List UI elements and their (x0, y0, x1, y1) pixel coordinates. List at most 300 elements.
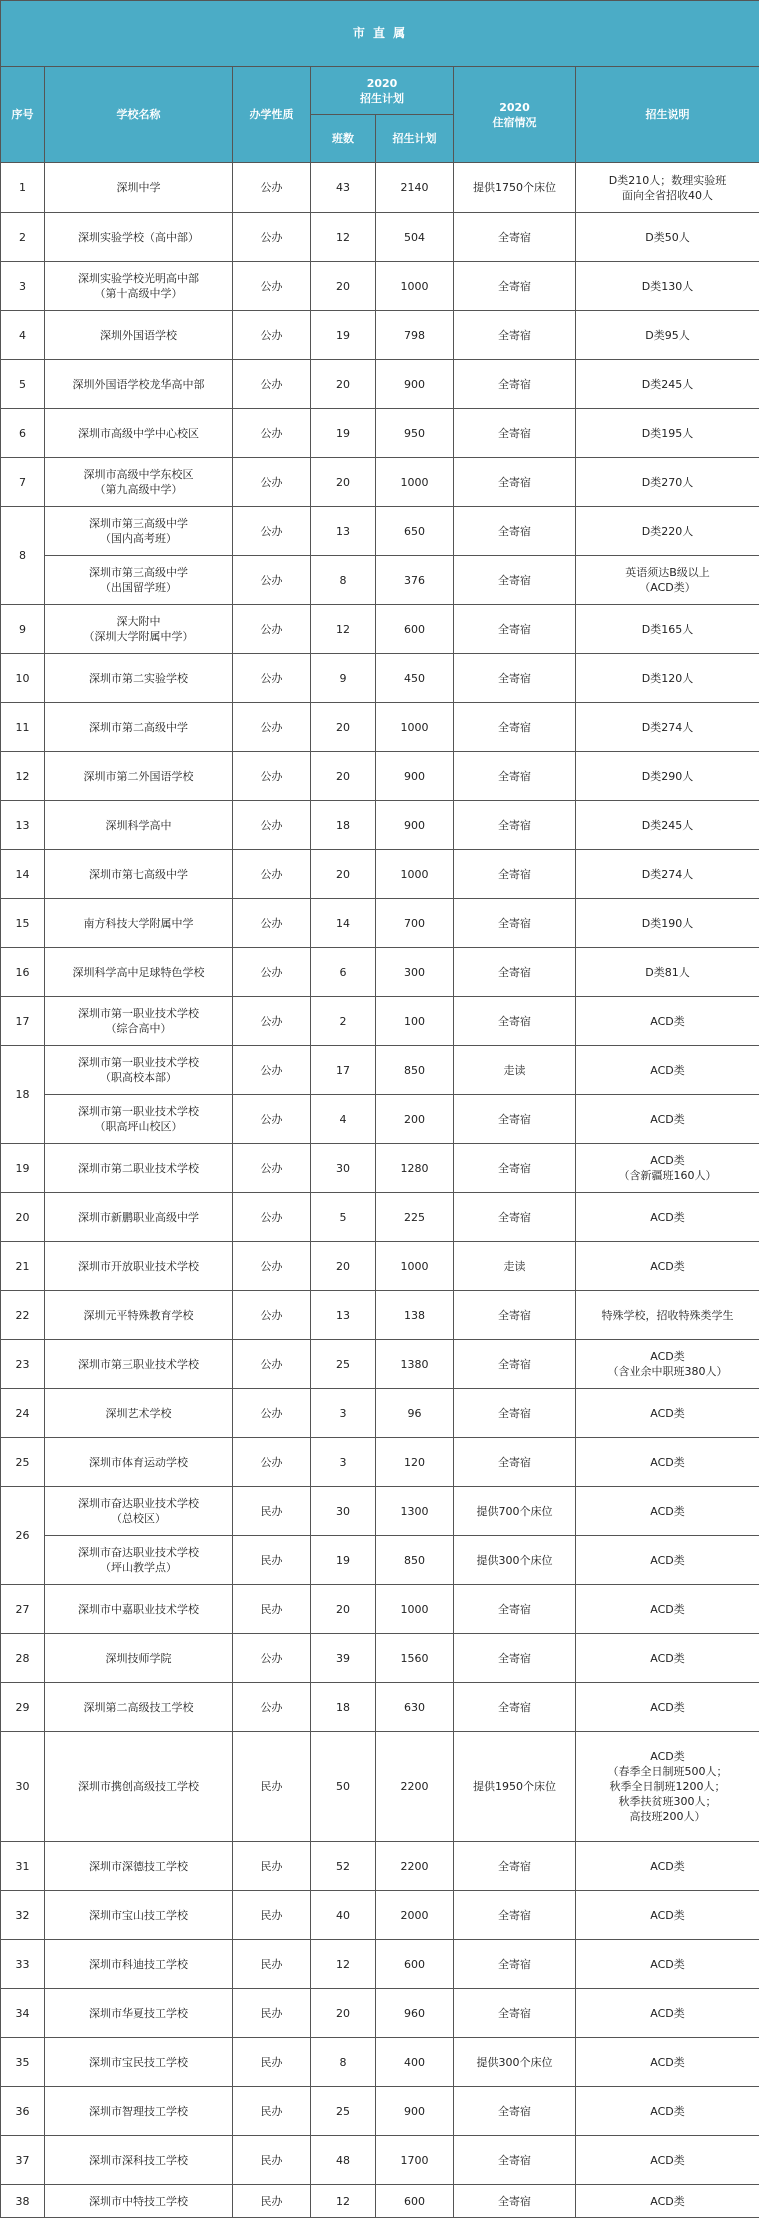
plan-cell: 225 (376, 1193, 454, 1242)
nature-cell: 民办 (233, 1842, 311, 1891)
seq-cell: 22 (1, 1291, 45, 1340)
table-row (1, 213, 759, 262)
classes-cell: 52 (311, 1842, 376, 1891)
nature-cell: 民办 (233, 1585, 311, 1634)
seq-cell: 18 (1, 1046, 45, 1144)
school-name-cell: 深圳市深科技工学校 (45, 2136, 233, 2185)
nature-cell: 公办 (233, 311, 311, 360)
table-row (1, 1842, 759, 1891)
seq-cell: 36 (1, 2087, 45, 2136)
dorm-cell: 走读 (454, 1046, 576, 1095)
classes-cell: 4 (311, 1095, 376, 1144)
plan-cell: 900 (376, 752, 454, 801)
nature-cell: 民办 (233, 1940, 311, 1989)
dorm-cell: 全寄宿 (454, 1891, 576, 1940)
table-row (1, 1487, 759, 1536)
dorm-cell: 全寄宿 (454, 997, 576, 1046)
seq-cell: 25 (1, 1438, 45, 1487)
table-body (1, 163, 759, 2218)
header-plan-group: 2020 招生计划 (311, 67, 454, 115)
classes-cell: 20 (311, 1242, 376, 1291)
school-name-cell: 深圳市体育运动学校 (45, 1438, 233, 1487)
seq-cell: 12 (1, 752, 45, 801)
school-name-cell: 深圳第二高级技工学校 (45, 1683, 233, 1732)
classes-cell: 3 (311, 1438, 376, 1487)
school-name-cell: 深圳艺术学校 (45, 1389, 233, 1438)
table-row (1, 1536, 759, 1585)
table-row (1, 1438, 759, 1487)
plan-cell: 200 (376, 1095, 454, 1144)
table-row (1, 1989, 759, 2038)
table-row (1, 948, 759, 997)
dorm-cell: 全寄宿 (454, 311, 576, 360)
nature-cell: 民办 (233, 1732, 311, 1842)
nature-cell: 公办 (233, 654, 311, 703)
school-name-cell: 深圳市中嘉职业技术学校 (45, 1585, 233, 1634)
note-cell: ACD类 (576, 2038, 759, 2087)
note-cell: ACD类 (576, 1095, 759, 1144)
classes-cell: 17 (311, 1046, 376, 1095)
note-cell: ACD类 (576, 1046, 759, 1095)
header-note: 招生说明 (576, 67, 759, 163)
dorm-cell: 全寄宿 (454, 458, 576, 507)
dorm-cell: 全寄宿 (454, 409, 576, 458)
table-row (1, 262, 759, 311)
note-cell: ACD类 (576, 2136, 759, 2185)
school-name-cell: 深圳实验学校（高中部） (45, 213, 233, 262)
nature-cell: 公办 (233, 1438, 311, 1487)
seq-cell: 34 (1, 1989, 45, 2038)
school-name-cell: 深圳市宝山技工学校 (45, 1891, 233, 1940)
nature-cell: 公办 (233, 556, 311, 605)
classes-cell: 20 (311, 262, 376, 311)
plan-cell: 1300 (376, 1487, 454, 1536)
table-row (1, 1046, 759, 1095)
nature-cell: 民办 (233, 2136, 311, 2185)
nature-cell: 公办 (233, 703, 311, 752)
nature-cell: 公办 (233, 605, 311, 654)
note-cell: ACD类 (576, 997, 759, 1046)
table-row (1, 311, 759, 360)
seq-cell: 13 (1, 801, 45, 850)
plan-cell: 1560 (376, 1634, 454, 1683)
plan-cell: 600 (376, 605, 454, 654)
plan-cell: 1000 (376, 458, 454, 507)
plan-cell: 2140 (376, 163, 454, 213)
table-row (1, 752, 759, 801)
dorm-cell: 全寄宿 (454, 703, 576, 752)
note-cell: ACD类 （春季全日制班500人； 秋季全日制班1200人； 秋季扶贫班300人； 高技班200人） (576, 1732, 759, 1842)
table-row (1, 507, 759, 556)
dorm-cell: 全寄宿 (454, 2087, 576, 2136)
nature-cell: 公办 (233, 1683, 311, 1732)
school-name-cell: 深圳外国语学校龙华高中部 (45, 360, 233, 409)
seq-cell: 11 (1, 703, 45, 752)
dorm-cell: 全寄宿 (454, 1842, 576, 1891)
table-row (1, 1732, 759, 1842)
classes-cell: 12 (311, 1940, 376, 1989)
plan-cell: 1000 (376, 262, 454, 311)
classes-cell: 8 (311, 2038, 376, 2087)
nature-cell: 公办 (233, 213, 311, 262)
school-name-cell: 深圳市第三高级中学 （国内高考班） (45, 507, 233, 556)
plan-cell: 1000 (376, 1585, 454, 1634)
classes-cell: 20 (311, 752, 376, 801)
plan-cell: 2000 (376, 1891, 454, 1940)
dorm-cell: 全寄宿 (454, 899, 576, 948)
seq-cell: 23 (1, 1340, 45, 1389)
plan-cell: 450 (376, 654, 454, 703)
plan-cell: 1280 (376, 1144, 454, 1193)
dorm-cell: 全寄宿 (454, 1389, 576, 1438)
seq-cell: 2 (1, 213, 45, 262)
plan-cell: 600 (376, 1940, 454, 1989)
table-row (1, 703, 759, 752)
table-row (1, 1389, 759, 1438)
classes-cell: 12 (311, 2185, 376, 2218)
plan-cell: 2200 (376, 1732, 454, 1842)
seq-cell: 5 (1, 360, 45, 409)
table-row (1, 409, 759, 458)
note-cell: ACD类 (576, 1989, 759, 2038)
seq-cell: 21 (1, 1242, 45, 1291)
classes-cell: 20 (311, 360, 376, 409)
table-row (1, 1193, 759, 1242)
school-name-cell: 深圳外国语学校 (45, 311, 233, 360)
plan-cell: 1000 (376, 703, 454, 752)
seq-cell: 30 (1, 1732, 45, 1842)
dorm-cell: 提供300个床位 (454, 1536, 576, 1585)
table-row (1, 605, 759, 654)
dorm-cell: 全寄宿 (454, 1438, 576, 1487)
classes-cell: 40 (311, 1891, 376, 1940)
school-name-cell: 深圳市第二外国语学校 (45, 752, 233, 801)
school-name-cell: 深圳科学高中足球特色学校 (45, 948, 233, 997)
dorm-cell: 全寄宿 (454, 1940, 576, 1989)
school-name-cell: 深圳市智理技工学校 (45, 2087, 233, 2136)
dorm-cell: 全寄宿 (454, 556, 576, 605)
classes-cell: 20 (311, 850, 376, 899)
classes-cell: 12 (311, 213, 376, 262)
school-name-cell: 深圳科学高中 (45, 801, 233, 850)
dorm-cell: 全寄宿 (454, 1634, 576, 1683)
note-cell: D类120人 (576, 654, 759, 703)
dorm-cell: 全寄宿 (454, 1340, 576, 1389)
nature-cell: 公办 (233, 360, 311, 409)
nature-cell: 公办 (233, 1193, 311, 1242)
classes-cell: 19 (311, 1536, 376, 1585)
header-dorm: 2020 住宿情况 (454, 67, 576, 163)
school-name-cell: 深圳市科迪技工学校 (45, 1940, 233, 1989)
table-row (1, 1291, 759, 1340)
table-row (1, 1940, 759, 1989)
classes-cell: 20 (311, 458, 376, 507)
school-name-cell: 深圳市携创高级技工学校 (45, 1732, 233, 1842)
plan-cell: 120 (376, 1438, 454, 1487)
note-cell: D类95人 (576, 311, 759, 360)
dorm-cell: 全寄宿 (454, 213, 576, 262)
classes-cell: 20 (311, 1585, 376, 1634)
note-cell: D类290人 (576, 752, 759, 801)
plan-cell: 400 (376, 2038, 454, 2087)
dorm-cell: 全寄宿 (454, 801, 576, 850)
note-cell: ACD类 (576, 2185, 759, 2218)
school-name-cell: 深圳中学 (45, 163, 233, 213)
dorm-cell: 提供1950个床位 (454, 1732, 576, 1842)
table-row (1, 1095, 759, 1144)
nature-cell: 民办 (233, 2185, 311, 2218)
classes-cell: 48 (311, 2136, 376, 2185)
table-row (1, 2185, 759, 2218)
plan-cell: 300 (376, 948, 454, 997)
plan-cell: 630 (376, 1683, 454, 1732)
dorm-cell: 全寄宿 (454, 948, 576, 997)
dorm-cell: 全寄宿 (454, 1585, 576, 1634)
table-row (1, 1585, 759, 1634)
note-cell: D类270人 (576, 458, 759, 507)
dorm-cell: 走读 (454, 1242, 576, 1291)
note-cell: D类165人 (576, 605, 759, 654)
classes-cell: 20 (311, 1989, 376, 2038)
seq-cell: 15 (1, 899, 45, 948)
classes-cell: 20 (311, 703, 376, 752)
classes-cell: 18 (311, 1683, 376, 1732)
school-name-cell: 深圳市第二实验学校 (45, 654, 233, 703)
classes-cell: 18 (311, 801, 376, 850)
note-cell: D类190人 (576, 899, 759, 948)
classes-cell: 3 (311, 1389, 376, 1438)
nature-cell: 公办 (233, 1389, 311, 1438)
note-cell: ACD类 （含新疆班160人） (576, 1144, 759, 1193)
plan-cell: 900 (376, 360, 454, 409)
table-row (1, 899, 759, 948)
note-cell: D类245人 (576, 801, 759, 850)
plan-cell: 1700 (376, 2136, 454, 2185)
plan-cell: 850 (376, 1046, 454, 1095)
seq-cell: 9 (1, 605, 45, 654)
seq-cell: 28 (1, 1634, 45, 1683)
seq-cell: 33 (1, 1940, 45, 1989)
classes-cell: 14 (311, 899, 376, 948)
note-cell: ACD类 (576, 1940, 759, 1989)
school-name-cell: 深圳市第二职业技术学校 (45, 1144, 233, 1193)
note-cell: ACD类 (576, 1389, 759, 1438)
note-cell: ACD类 (576, 1683, 759, 1732)
school-name-cell: 深圳市开放职业技术学校 (45, 1242, 233, 1291)
plan-cell: 138 (376, 1291, 454, 1340)
plan-cell: 960 (376, 1989, 454, 2038)
plan-cell: 950 (376, 409, 454, 458)
school-name-cell: 深圳市第一职业技术学校 （综合高中） (45, 997, 233, 1046)
classes-cell: 19 (311, 311, 376, 360)
seq-cell: 24 (1, 1389, 45, 1438)
plan-cell: 1000 (376, 850, 454, 899)
dorm-cell: 全寄宿 (454, 1291, 576, 1340)
school-name-cell: 深圳市高级中学中心校区 (45, 409, 233, 458)
plan-cell: 100 (376, 997, 454, 1046)
dorm-cell: 全寄宿 (454, 507, 576, 556)
note-cell: ACD类 (576, 1585, 759, 1634)
table-row (1, 1634, 759, 1683)
nature-cell: 民办 (233, 2087, 311, 2136)
school-name-cell: 深圳技师学院 (45, 1634, 233, 1683)
plan-cell: 600 (376, 2185, 454, 2218)
dorm-cell: 全寄宿 (454, 2136, 576, 2185)
note-cell: ACD类 (576, 1634, 759, 1683)
note-cell: D类50人 (576, 213, 759, 262)
school-name-cell: 深圳市宝民技工学校 (45, 2038, 233, 2087)
nature-cell: 公办 (233, 262, 311, 311)
school-name-cell: 深圳市第一职业技术学校 （职高校本部） (45, 1046, 233, 1095)
table-row (1, 1144, 759, 1193)
school-name-cell: 深圳市高级中学东校区 （第九高级中学） (45, 458, 233, 507)
note-cell: D类245人 (576, 360, 759, 409)
nature-cell: 公办 (233, 850, 311, 899)
note-cell: ACD类 (576, 2087, 759, 2136)
plan-cell: 798 (376, 311, 454, 360)
header-school: 学校名称 (45, 67, 233, 163)
table-row (1, 2087, 759, 2136)
header-seq: 序号 (1, 67, 45, 163)
nature-cell: 公办 (233, 801, 311, 850)
nature-cell: 公办 (233, 163, 311, 213)
classes-cell: 13 (311, 507, 376, 556)
nature-cell: 公办 (233, 1340, 311, 1389)
note-cell: ACD类 (576, 1242, 759, 1291)
seq-cell: 32 (1, 1891, 45, 1940)
nature-cell: 公办 (233, 1046, 311, 1095)
nature-cell: 公办 (233, 997, 311, 1046)
table-row (1, 163, 759, 213)
classes-cell: 12 (311, 605, 376, 654)
plan-cell: 900 (376, 801, 454, 850)
dorm-cell: 提供300个床位 (454, 2038, 576, 2087)
table-row (1, 360, 759, 409)
school-name-cell: 深圳市新鹏职业高级中学 (45, 1193, 233, 1242)
classes-cell: 43 (311, 163, 376, 213)
nature-cell: 公办 (233, 1144, 311, 1193)
nature-cell: 民办 (233, 1989, 311, 2038)
seq-cell: 17 (1, 997, 45, 1046)
nature-cell: 公办 (233, 409, 311, 458)
table-row (1, 458, 759, 507)
school-name-cell: 深圳市奋达职业技术学校 （总校区） (45, 1487, 233, 1536)
nature-cell: 公办 (233, 507, 311, 556)
note-cell: 英语须达B级以上 （ACD类） (576, 556, 759, 605)
school-name-cell: 南方科技大学附属中学 (45, 899, 233, 948)
seq-cell: 8 (1, 507, 45, 605)
school-name-cell: 深圳市第三高级中学 （出国留学班） (45, 556, 233, 605)
seq-cell: 29 (1, 1683, 45, 1732)
classes-cell: 9 (311, 654, 376, 703)
note-cell: ACD类 (576, 1891, 759, 1940)
school-name-cell: 深圳市中特技工学校 (45, 2185, 233, 2218)
classes-cell: 6 (311, 948, 376, 997)
seq-cell: 37 (1, 2136, 45, 2185)
table-title: 市 直 属 (1, 1, 759, 67)
school-name-cell: 深圳市第三职业技术学校 (45, 1340, 233, 1389)
dorm-cell: 提供1750个床位 (454, 163, 576, 213)
table-row (1, 997, 759, 1046)
school-name-cell: 深圳市第一职业技术学校 （职高坪山校区） (45, 1095, 233, 1144)
dorm-cell: 全寄宿 (454, 1193, 576, 1242)
note-cell: ACD类 （含业余中职班380人） (576, 1340, 759, 1389)
note-cell: D类210人；数理实验班 面向全省招收40人 (576, 163, 759, 213)
plan-cell: 2200 (376, 1842, 454, 1891)
seq-cell: 16 (1, 948, 45, 997)
seq-cell: 20 (1, 1193, 45, 1242)
seq-cell: 31 (1, 1842, 45, 1891)
table-row (1, 556, 759, 605)
classes-cell: 30 (311, 1144, 376, 1193)
table-row (1, 2038, 759, 2087)
seq-cell: 35 (1, 2038, 45, 2087)
nature-cell: 民办 (233, 1487, 311, 1536)
school-name-cell: 深圳市第二高级中学 (45, 703, 233, 752)
note-cell: D类220人 (576, 507, 759, 556)
dorm-cell: 全寄宿 (454, 1144, 576, 1193)
plan-cell: 504 (376, 213, 454, 262)
dorm-cell: 全寄宿 (454, 752, 576, 801)
seq-cell: 27 (1, 1585, 45, 1634)
dorm-cell: 全寄宿 (454, 654, 576, 703)
table-row (1, 1683, 759, 1732)
classes-cell: 30 (311, 1487, 376, 1536)
header-nature: 办学性质 (233, 67, 311, 163)
school-name-cell: 深圳市奋达职业技术学校 （坪山教学点） (45, 1536, 233, 1585)
table-row (1, 1340, 759, 1389)
classes-cell: 39 (311, 1634, 376, 1683)
plan-cell: 1000 (376, 1242, 454, 1291)
dorm-cell: 全寄宿 (454, 2185, 576, 2218)
note-cell: ACD类 (576, 1438, 759, 1487)
classes-cell: 50 (311, 1732, 376, 1842)
school-name-cell: 深大附中 （深圳大学附属中学） (45, 605, 233, 654)
table-row (1, 654, 759, 703)
classes-cell: 25 (311, 2087, 376, 2136)
seq-cell: 6 (1, 409, 45, 458)
dorm-cell: 全寄宿 (454, 1683, 576, 1732)
seq-cell: 10 (1, 654, 45, 703)
table-row (1, 1891, 759, 1940)
plan-cell: 96 (376, 1389, 454, 1438)
table-row (1, 2136, 759, 2185)
nature-cell: 公办 (233, 899, 311, 948)
table-row (1, 850, 759, 899)
plan-cell: 650 (376, 507, 454, 556)
note-cell: D类130人 (576, 262, 759, 311)
nature-cell: 公办 (233, 1634, 311, 1683)
plan-cell: 850 (376, 1536, 454, 1585)
classes-cell: 13 (311, 1291, 376, 1340)
classes-cell: 2 (311, 997, 376, 1046)
plan-cell: 376 (376, 556, 454, 605)
nature-cell: 民办 (233, 1891, 311, 1940)
note-cell: D类274人 (576, 703, 759, 752)
header-classes: 班数 (311, 115, 376, 163)
seq-cell: 38 (1, 2185, 45, 2218)
nature-cell: 民办 (233, 1536, 311, 1585)
note-cell: D类81人 (576, 948, 759, 997)
note-cell: ACD类 (576, 1487, 759, 1536)
table-row (1, 801, 759, 850)
note-cell: ACD类 (576, 1842, 759, 1891)
dorm-cell: 全寄宿 (454, 605, 576, 654)
classes-cell: 8 (311, 556, 376, 605)
nature-cell: 公办 (233, 1291, 311, 1340)
dorm-cell: 全寄宿 (454, 262, 576, 311)
nature-cell: 公办 (233, 948, 311, 997)
